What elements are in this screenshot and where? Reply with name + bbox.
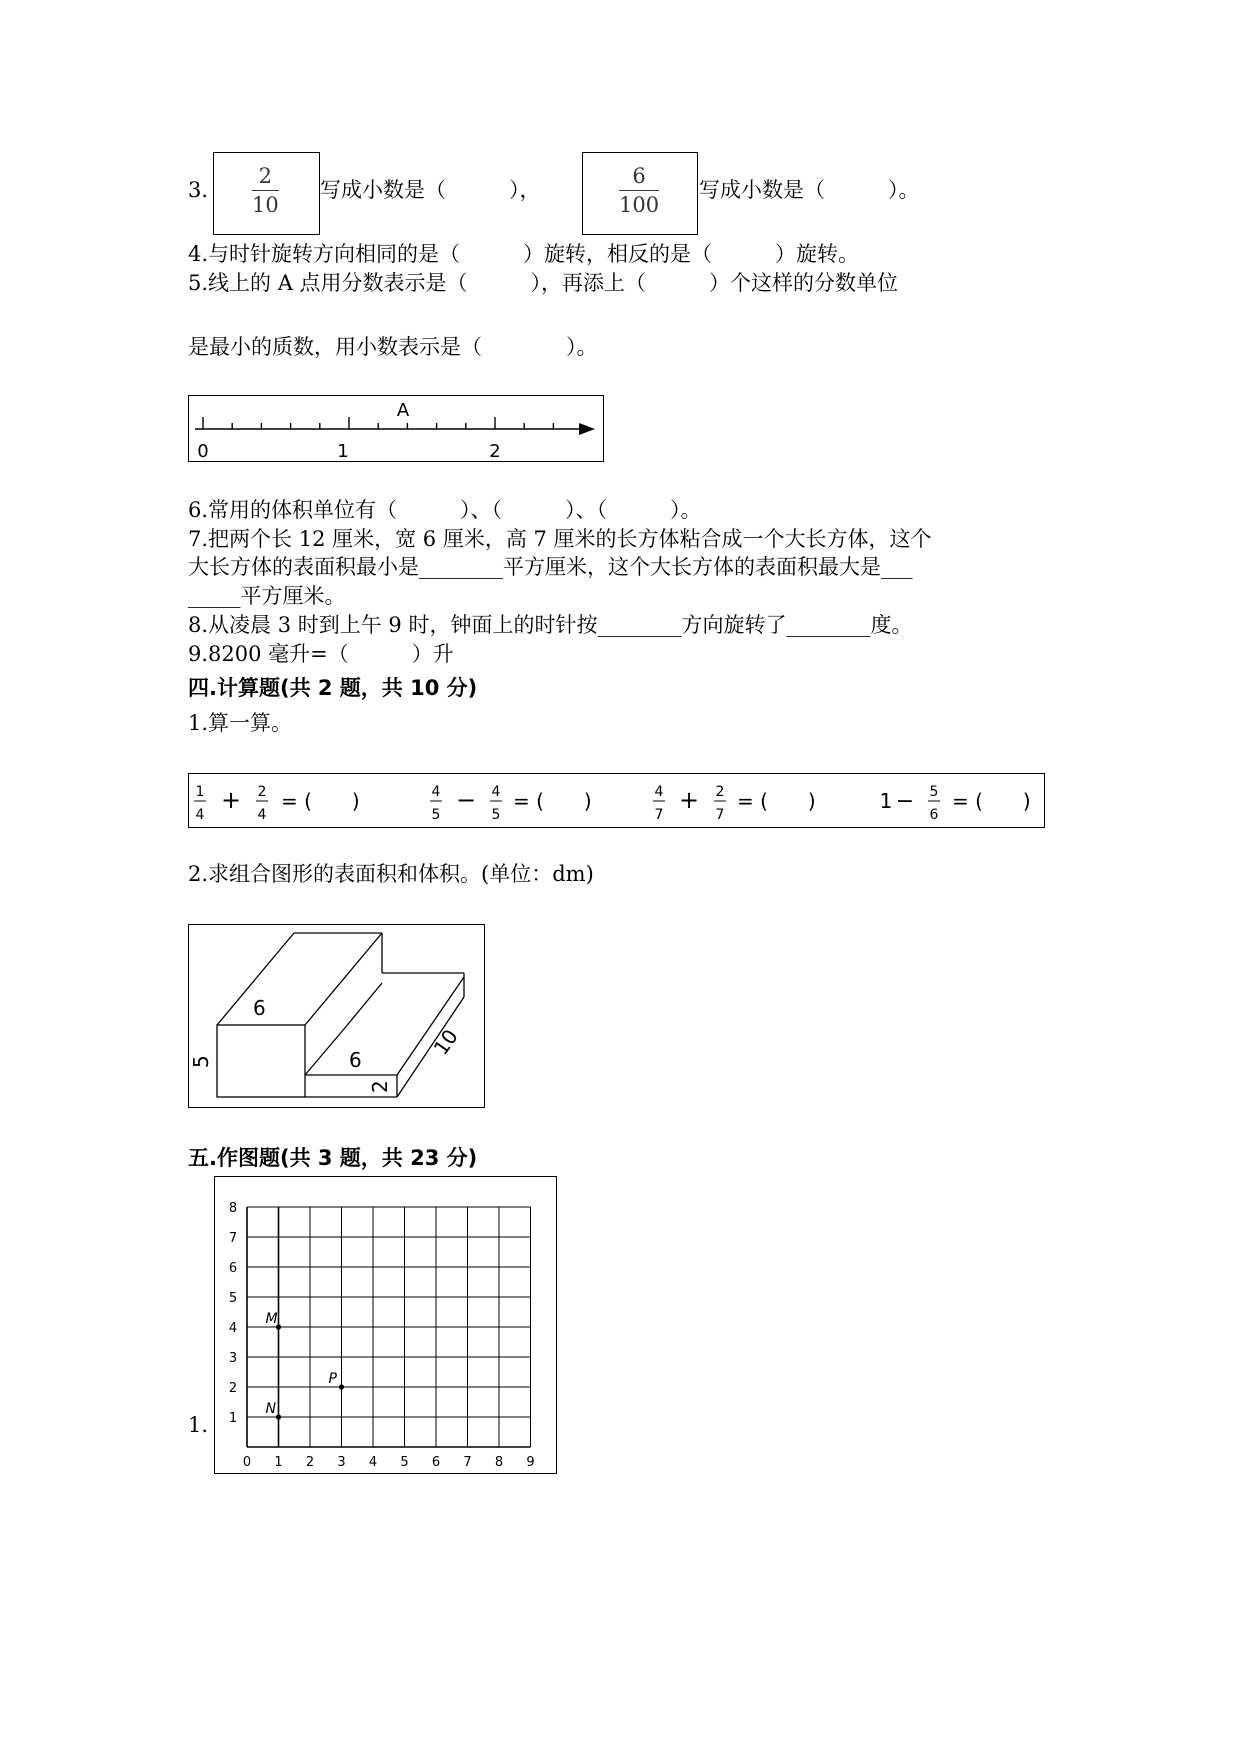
number-line-ticks — [203, 417, 553, 429]
fraction-numerator: 5 — [929, 784, 939, 800]
grid-x-label: 5 — [400, 1455, 409, 1470]
grid-y-label: 6 — [228, 1261, 238, 1276]
solid-label-step-6: 6 — [349, 1048, 362, 1072]
number-line-label-1: 1 — [337, 441, 349, 461]
section-4-q1: 1.算一算。 — [188, 711, 293, 735]
grid-x-label: 6 — [431, 1455, 441, 1470]
calc-svg — [189, 774, 1044, 827]
q7-line-1: 7.把两个长 12 厘米，宽 6 厘米，高 7 厘米的长方体粘合成一个大长方体，这个 — [188, 527, 932, 551]
operator: + — [220, 786, 242, 814]
fraction-denominator: 10 — [252, 193, 279, 217]
grid-x-label: 9 — [526, 1455, 535, 1470]
solid-figure — [188, 924, 485, 1108]
equals-blank: = ( ) — [952, 789, 1031, 813]
fraction-denominator: 4 — [195, 807, 205, 823]
grid-y-label: 1 — [228, 1411, 238, 1426]
fraction-bar — [619, 190, 659, 191]
q5-line-2: 是最小的质数，用小数表示是（ ）。 — [188, 335, 598, 359]
fraction-bar — [252, 190, 279, 191]
solid-label-height-5: 5 — [189, 1055, 213, 1068]
fraction-denominator: 5 — [491, 807, 501, 823]
coordinate-grid-svg — [215, 1177, 556, 1473]
fraction-denominator: 4 — [257, 807, 267, 823]
q3-number: 3. — [188, 178, 209, 202]
section-5-q1-number: 1. — [188, 1413, 209, 1437]
fraction-numerator: 2 — [715, 784, 725, 800]
number-line-svg — [189, 396, 603, 461]
q4-text: 4.与时针旋转方向相同的是（ ）旋转，相反的是（ ）旋转。 — [188, 242, 860, 266]
q3-text-2: 写成小数是（ ）。 — [699, 178, 920, 202]
section-4-q2: 2.求组合图形的表面积和体积。(单位：dm) — [188, 862, 594, 886]
grid-y-label: 5 — [228, 1291, 238, 1306]
solid-label-length-10: 10 — [428, 1024, 463, 1060]
q8-text: 8.从凌晨 3 时到上午 9 时，钟面上的时针按________方向旋转了________度。 — [188, 613, 913, 637]
q3-text-1: 写成小数是（ ）， — [320, 178, 541, 202]
grid-y-label: 8 — [228, 1201, 238, 1216]
grid-point-label-P: P — [328, 1371, 337, 1387]
fraction-numerator: 6 — [632, 164, 646, 188]
fraction-box-1 — [213, 152, 320, 235]
fraction-numerator: 4 — [431, 784, 441, 800]
fraction-numerator: 4 — [491, 784, 501, 800]
fraction-numerator: 1 — [195, 784, 205, 800]
grid-x-label: 4 — [368, 1455, 378, 1470]
grid-y-label: 4 — [228, 1321, 238, 1336]
calc-expression-1 — [194, 784, 360, 823]
section-5-title: 五.作图题(共 3 题，共 23 分) — [188, 1146, 478, 1170]
grid-point-label-N: N — [265, 1401, 276, 1417]
grid-x-label: 0 — [242, 1455, 252, 1470]
calc-box — [188, 773, 1045, 828]
fraction-numerator: 2 — [257, 784, 267, 800]
fraction-denominator: 100 — [619, 193, 660, 217]
coordinate-grid-figure — [214, 1176, 557, 1474]
grid-x-label: 3 — [337, 1455, 346, 1470]
fraction-numerator: 4 — [654, 784, 664, 800]
number-line-figure — [188, 395, 604, 462]
grid-y-label: 3 — [228, 1351, 238, 1366]
number-line-arrow — [579, 423, 595, 435]
grid-x-label: 2 — [305, 1455, 315, 1470]
fraction-6-100 — [619, 165, 659, 216]
q9-text: 9.8200 毫升=（ ）升 — [188, 642, 454, 666]
q5-line-1: 5.线上的 A 点用分数表示是（ ），再添上（ ）个这样的分数单位 — [188, 271, 899, 295]
grid-y-label: 2 — [228, 1381, 238, 1396]
solid-label-step-height-2: 2 — [368, 1080, 392, 1093]
operator: + — [678, 786, 700, 814]
fraction-denominator: 5 — [431, 807, 441, 823]
fraction-box-2 — [582, 152, 698, 235]
q7-line-2: 大长方体的表面积最小是________平方厘米，这个大长方体的表面积最大是___ — [188, 555, 913, 579]
equals-blank: = ( ) — [513, 789, 592, 813]
number-line-label-0: 0 — [197, 441, 209, 461]
q6-text: 6.常用的体积单位有（ ）、（ ）、（ ）。 — [188, 498, 702, 522]
grid-x-label: 8 — [494, 1455, 504, 1470]
calc-expression-4 — [880, 784, 1031, 823]
solid-figure-svg — [189, 925, 484, 1107]
grid-point-N — [276, 1414, 281, 1419]
fraction-denominator: 6 — [929, 807, 939, 823]
operator: − — [895, 789, 915, 814]
fraction-numerator: 2 — [258, 164, 273, 188]
calc-expression-3 — [653, 784, 816, 823]
fraction-denominator: 7 — [654, 807, 664, 823]
q7-line-3: _____平方厘米。 — [188, 584, 346, 608]
grid-y-label: 7 — [228, 1231, 238, 1246]
whole-number: 1 — [879, 789, 893, 813]
fraction-2-10 — [252, 165, 279, 216]
calc-expression-2 — [430, 784, 592, 823]
fraction-denominator: 7 — [715, 807, 725, 823]
number-line-point-a: A — [396, 400, 410, 421]
equals-blank: = ( ) — [281, 789, 360, 813]
grid-point-label-M: M — [265, 1311, 278, 1327]
operator: − — [455, 786, 477, 814]
section-4-title: 四.计算题(共 2 题，共 10 分) — [188, 676, 478, 700]
equals-blank: = ( ) — [737, 789, 816, 813]
solid-label-top-6: 6 — [253, 996, 266, 1020]
grid-x-label: 7 — [463, 1455, 472, 1470]
number-line-label-2: 2 — [489, 441, 501, 461]
grid-x-label: 1 — [274, 1455, 283, 1470]
grid-point-P — [339, 1384, 344, 1389]
